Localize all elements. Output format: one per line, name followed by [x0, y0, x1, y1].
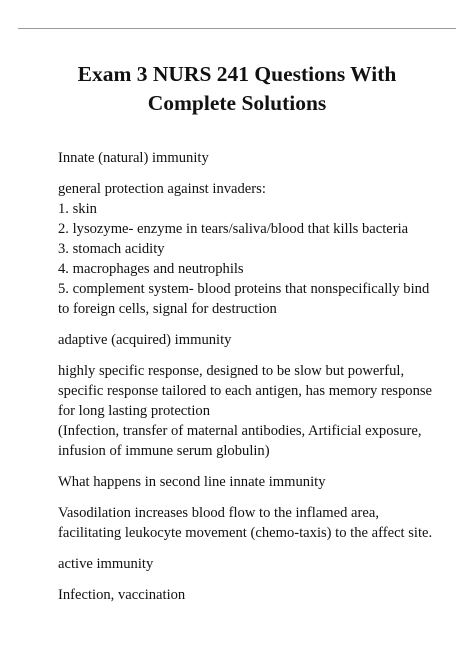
text-line: to foreign cells, signal for destruction [58, 301, 277, 317]
list-item: 1. skin [58, 201, 97, 217]
text-line: highly specific response, designed to be slow but powerful, [58, 363, 405, 379]
question-adaptive-immunity [58, 330, 450, 350]
text-line: (Infection, transfer of maternal antibodies, Artificial exposure, [58, 423, 422, 439]
answer-innate-immunity [58, 179, 450, 319]
answer-adaptive-immunity [58, 361, 450, 461]
list-item: 5. complement system- blood proteins that nonspecifically bind [58, 281, 430, 297]
answer-second-line-innate [58, 503, 450, 543]
text-line: specific response tailored to each antigen, has memory response [58, 383, 433, 399]
list-item: 3. stomach acidity [58, 241, 165, 257]
document-title [30, 60, 444, 118]
text-line: adaptive (acquired) immunity [58, 332, 232, 348]
document-body [58, 148, 450, 616]
text-line: infusion of immune serum globulin) [58, 443, 270, 459]
title-line-2: Complete Solutions [147, 91, 327, 115]
question-active-immunity [58, 554, 450, 574]
text-line: general protection against invaders: [58, 181, 266, 197]
text-line: for long lasting protection [58, 403, 210, 419]
text-line: facilitating leukocyte movement (chemo-taxis) to the affect site. [58, 525, 433, 541]
text-line: Infection, vaccination [58, 587, 186, 603]
question-innate-immunity [58, 148, 450, 168]
title-line-1: Exam 3 NURS 241 Questions With [77, 62, 397, 86]
question-second-line-innate [58, 472, 450, 492]
answer-active-immunity [58, 585, 450, 605]
list-item: 4. macrophages and neutrophils [58, 261, 244, 277]
text-line: Innate (natural) immunity [58, 150, 209, 166]
text-line: What happens in second line innate immunity [58, 474, 326, 490]
header-divider [18, 28, 456, 29]
list-item: 2. lysozyme- enzyme in tears/saliva/blood that kills bacteria [58, 221, 409, 237]
text-line: active immunity [58, 556, 154, 572]
text-line: Vasodilation increases blood flow to the inflamed area, [58, 505, 379, 521]
